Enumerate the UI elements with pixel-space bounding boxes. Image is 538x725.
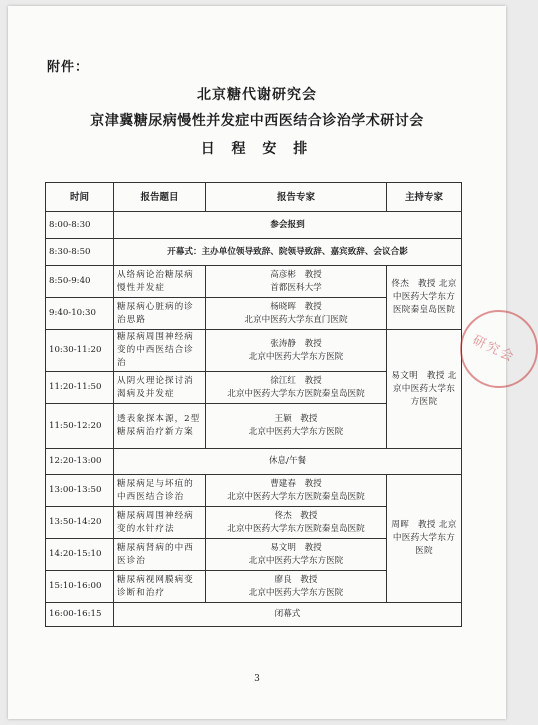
schedule-title: 日 程 安 排 bbox=[200, 141, 314, 157]
time-cell: 13:00-13:50 bbox=[46, 475, 114, 507]
speaker-name: 曹建春 教授 bbox=[270, 478, 322, 489]
time-cell: 8:00-8:30 bbox=[46, 212, 114, 239]
span-cell: 闭幕式 bbox=[114, 603, 462, 627]
time-cell: 8:50-9:40 bbox=[46, 266, 114, 298]
table-row bbox=[46, 603, 462, 627]
table-row bbox=[46, 212, 462, 239]
topic-cell: 透表象探本源，2型糖尿病治疗新方案 bbox=[114, 404, 206, 449]
column-header-host: 主持专家 bbox=[387, 183, 462, 212]
speaker-affiliation: 北京中医药大学东方医院 bbox=[248, 427, 344, 437]
speaker-cell bbox=[206, 539, 387, 571]
topic-cell: 糖尿病周围神经病变的水针疗法 bbox=[114, 507, 206, 539]
host-cell: 周晖 教授 北京中医药大学东方医院 bbox=[387, 475, 462, 603]
table-row bbox=[46, 475, 462, 507]
speaker-affiliation: 首都医科大学 bbox=[270, 282, 322, 293]
table-row bbox=[46, 266, 462, 298]
speaker-cell bbox=[206, 298, 387, 330]
speaker-name: 廖良 教授 bbox=[274, 574, 318, 585]
table-row bbox=[46, 449, 462, 475]
span-cell: 开幕式：主办单位领导致辞、院领导致辞、嘉宾致辞、会议合影 bbox=[114, 239, 462, 266]
speaker-affiliation: 北京中医药大学东方医院秦皇岛医院 bbox=[227, 491, 365, 502]
topic-cell: 糖尿病肾病的中西医诊治 bbox=[114, 539, 206, 571]
topic-cell: 糖尿病心脏病的诊治思路 bbox=[114, 298, 206, 330]
attachment-label: 附件： bbox=[47, 60, 90, 75]
table-row bbox=[46, 330, 462, 372]
time-cell: 10:30-11:20 bbox=[46, 330, 114, 372]
time-cell: 11:20-11:50 bbox=[46, 372, 114, 404]
speaker-affiliation: 北京中医药大学东方医院秦皇岛医院 bbox=[227, 523, 365, 534]
column-header-speaker: 报告专家 bbox=[206, 183, 387, 212]
time-cell: 11:50-12:20 bbox=[46, 404, 114, 449]
host-cell: 佟杰 教授 北京中医药大学东方医院秦皇岛医院 bbox=[387, 266, 462, 330]
red-seal-stamp bbox=[460, 310, 538, 388]
topic-cell: 从阴火理论探讨消渴病及并发症 bbox=[114, 372, 206, 404]
speaker-name: 张涛静 教授 bbox=[270, 338, 322, 349]
document-page bbox=[8, 6, 518, 719]
host-cell: 易文明 教授 北京中医药大学东方医院 bbox=[387, 330, 462, 449]
time-cell: 13:50-14:20 bbox=[46, 507, 114, 539]
topic-cell: 从络病论治糖尿病慢性并发症 bbox=[114, 266, 206, 298]
speaker-cell bbox=[206, 372, 387, 404]
column-header-time: 时间 bbox=[46, 183, 114, 212]
schedule-table bbox=[45, 182, 462, 627]
column-header-topic: 报告题目 bbox=[114, 183, 206, 212]
span-cell: 参会报到 bbox=[114, 212, 462, 239]
topic-cell: 糖尿病周围神经病变的中西医结合诊治 bbox=[114, 330, 206, 372]
time-cell: 15:10-16:00 bbox=[46, 571, 114, 603]
page-number: 3 bbox=[254, 674, 260, 684]
span-cell: 休息/午餐 bbox=[114, 449, 462, 475]
speaker-cell bbox=[206, 571, 387, 603]
speaker-name: 佟杰 教授 bbox=[274, 510, 318, 521]
speaker-name: 易文明 教授 bbox=[270, 542, 322, 553]
conference-title: 京津冀糖尿病慢性并发症中西医结合诊治学术研讨会 bbox=[90, 113, 424, 129]
speaker-cell bbox=[206, 507, 387, 539]
time-cell: 12:20-13:00 bbox=[46, 449, 114, 475]
organization-title: 北京糖代谢研究会 bbox=[197, 87, 317, 103]
speaker-cell bbox=[206, 404, 387, 449]
table-row bbox=[46, 239, 462, 266]
stamp-text: 研究会 bbox=[470, 333, 518, 366]
time-cell: 9:40-10:30 bbox=[46, 298, 114, 330]
speaker-affiliation: 北京中医药大学东方医院 bbox=[248, 587, 344, 598]
speaker-name: 徐江红 教授 bbox=[270, 375, 322, 386]
time-cell: 14:20-15:10 bbox=[46, 539, 114, 571]
speaker-affiliation: 北京中医药大学东方医院 bbox=[248, 351, 344, 362]
speaker-affiliation: 北京中医药大学东直门医院 bbox=[244, 314, 348, 325]
speaker-name: 高彦彬 教授 bbox=[270, 269, 322, 280]
topic-cell: 糖尿病视网膜病变诊断和治疗 bbox=[114, 571, 206, 603]
speaker-affiliation: 北京中医药大学东方医院 bbox=[248, 555, 344, 566]
speaker-name: 杨晓晖 教授 bbox=[270, 301, 322, 312]
speaker-cell bbox=[206, 266, 387, 298]
speaker-cell bbox=[206, 475, 387, 507]
topic-cell: 糖尿病足与坏疽的中西医结合诊治 bbox=[114, 475, 206, 507]
time-cell: 8:30-8:50 bbox=[46, 239, 114, 266]
time-cell: 16:00-16:15 bbox=[46, 603, 114, 627]
speaker-cell bbox=[206, 330, 387, 372]
table-header-row bbox=[46, 183, 462, 212]
speaker-affiliation: 北京中医药大学东方医院秦皇岛医院 bbox=[227, 388, 365, 399]
speaker-name: 王颖 教授 bbox=[274, 414, 318, 424]
